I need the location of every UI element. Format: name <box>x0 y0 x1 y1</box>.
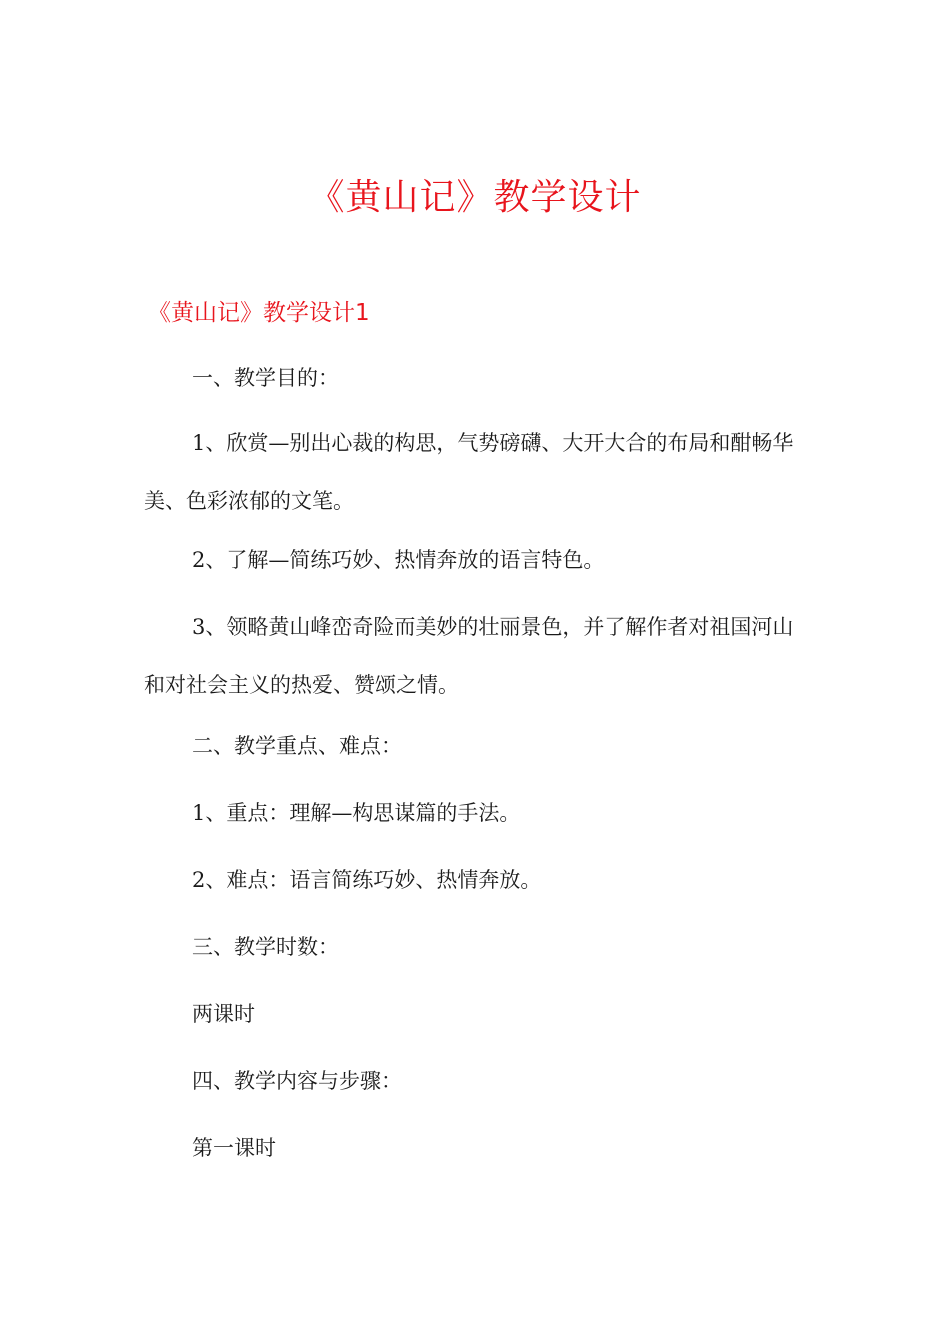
paragraph-difficult-point: 2、难点：语言简练巧妙、热情奔放。 <box>192 868 542 892</box>
paragraph-teaching-objectives-heading: 一、教学目的： <box>192 366 339 390</box>
section-title: 《黄山记》教学设计1 <box>148 300 370 326</box>
paragraph-key-points-heading: 二、教学重点、难点： <box>192 734 402 758</box>
paragraph-objective-1: 1、欣赏—别出心裁的构思，气势磅礴、大开大合的布局和酣畅华美、色彩浓郁的文笔。 <box>144 431 794 513</box>
paragraph-teaching-hours: 两课时 <box>192 1002 255 1026</box>
paragraph-content-steps-heading: 四、教学内容与步骤： <box>192 1069 402 1093</box>
paragraph-objective-2: 2、了解—简练巧妙、热情奔放的语言特色。 <box>192 548 605 572</box>
document-title: 《黄山记》教学设计 <box>308 177 642 218</box>
paragraph-objective-3: 3、领略黄山峰峦奇险而美妙的壮丽景色，并了解作者对祖国河山和对社会主义的热爱、赞颂之情。 <box>144 615 794 697</box>
paragraph-teaching-hours-heading: 三、教学时数： <box>192 935 339 959</box>
paragraph-first-lesson: 第一课时 <box>192 1136 276 1160</box>
paragraph-key-point: 1、重点：理解—构思谋篇的手法。 <box>192 801 521 825</box>
